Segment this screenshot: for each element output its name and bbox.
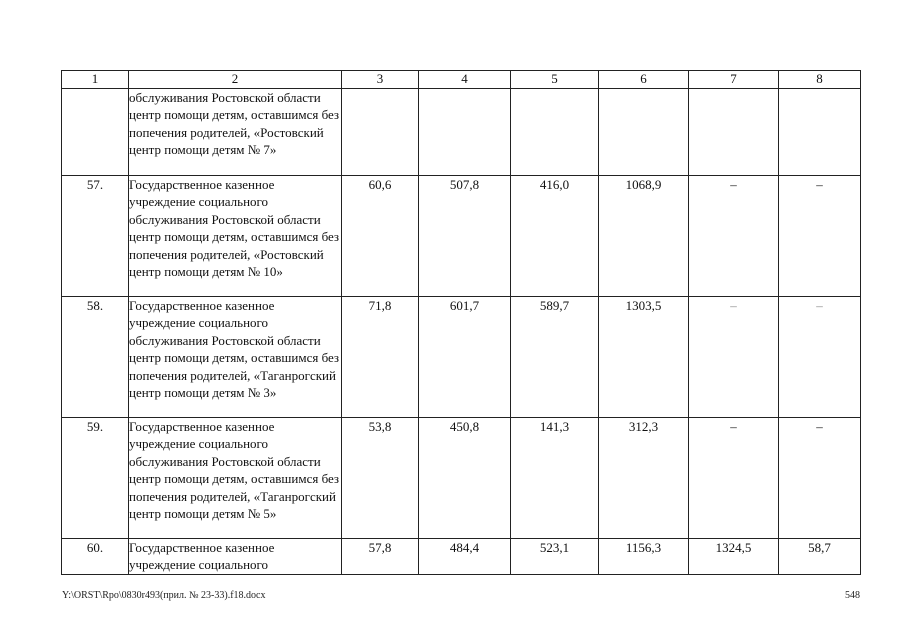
value-col-5 [511,89,599,176]
row-number: 58. [62,297,129,418]
row-number: 60. [62,539,129,575]
institution-name: Государственное казенное учреждение социального [129,539,342,575]
page-number: 548 [845,590,860,601]
value-col-8: 58,7 [779,539,861,575]
table-row [62,418,861,539]
value-col-8: – [779,176,861,297]
value-col-8 [779,89,861,176]
column-header: 1 [62,71,129,89]
value-col-7: – [689,418,779,539]
value-col-4 [419,89,511,176]
value-col-4: 601,7 [419,297,511,418]
value-col-6: 1068,9 [599,176,689,297]
value-col-7: 1324,5 [689,539,779,575]
value-col-8: – [779,418,861,539]
table-row [62,539,861,575]
institution-name: Государственное казенное учреждение социального обслуживания Ростовской области центр помощи детям, оставшимся без попечения родителей, «Таганрогский центр помощи детям № 5» [129,418,342,539]
value-col-6 [599,89,689,176]
value-col-4: 484,4 [419,539,511,575]
column-header: 7 [689,71,779,89]
column-header: 4 [419,71,511,89]
value-col-5: 416,0 [511,176,599,297]
value-col-5: 523,1 [511,539,599,575]
institution-name: Государственное казенное учреждение социального обслуживания Ростовской области центр помощи детям, оставшимся без попечения родителей, «Ростовский центр помощи детям № 10» [129,176,342,297]
institution-name: Государственное казенное учреждение социального обслуживания Ростовской области центр помощи детям, оставшимся без попечения родителей, «Таганрогский центр помощи детям № 3» [129,297,342,418]
value-col-4: 450,8 [419,418,511,539]
value-col-5: 589,7 [511,297,599,418]
column-header: 5 [511,71,599,89]
value-col-6: 1303,5 [599,297,689,418]
column-header: 6 [599,71,689,89]
row-number: 57. [62,176,129,297]
value-col-6: 1156,3 [599,539,689,575]
value-col-5: 141,3 [511,418,599,539]
value-col-3: 57,8 [342,539,419,575]
value-col-3: 71,8 [342,297,419,418]
value-col-8: – [779,297,861,418]
value-col-4: 507,8 [419,176,511,297]
row-number [62,89,129,176]
column-header: 3 [342,71,419,89]
value-col-6: 312,3 [599,418,689,539]
value-col-3 [342,89,419,176]
value-col-3: 53,8 [342,418,419,539]
value-col-7 [689,89,779,176]
table-header-row [62,71,861,89]
footer-file-path: Y:\ORST\Rpo\0830r493(прил. № 23-33).f18.docx [62,590,266,601]
column-header: 2 [129,71,342,89]
table-row [62,176,861,297]
institution-name: обслуживания Ростовской области центр помощи детям, оставшимся без попечения родителей, «Ростовский центр помощи детям № 7» [129,89,342,176]
table-row [62,89,861,176]
column-header: 8 [779,71,861,89]
value-col-3: 60,6 [342,176,419,297]
value-col-7: – [689,176,779,297]
data-table [61,70,861,575]
table-row [62,297,861,418]
value-col-7: – [689,297,779,418]
row-number: 59. [62,418,129,539]
